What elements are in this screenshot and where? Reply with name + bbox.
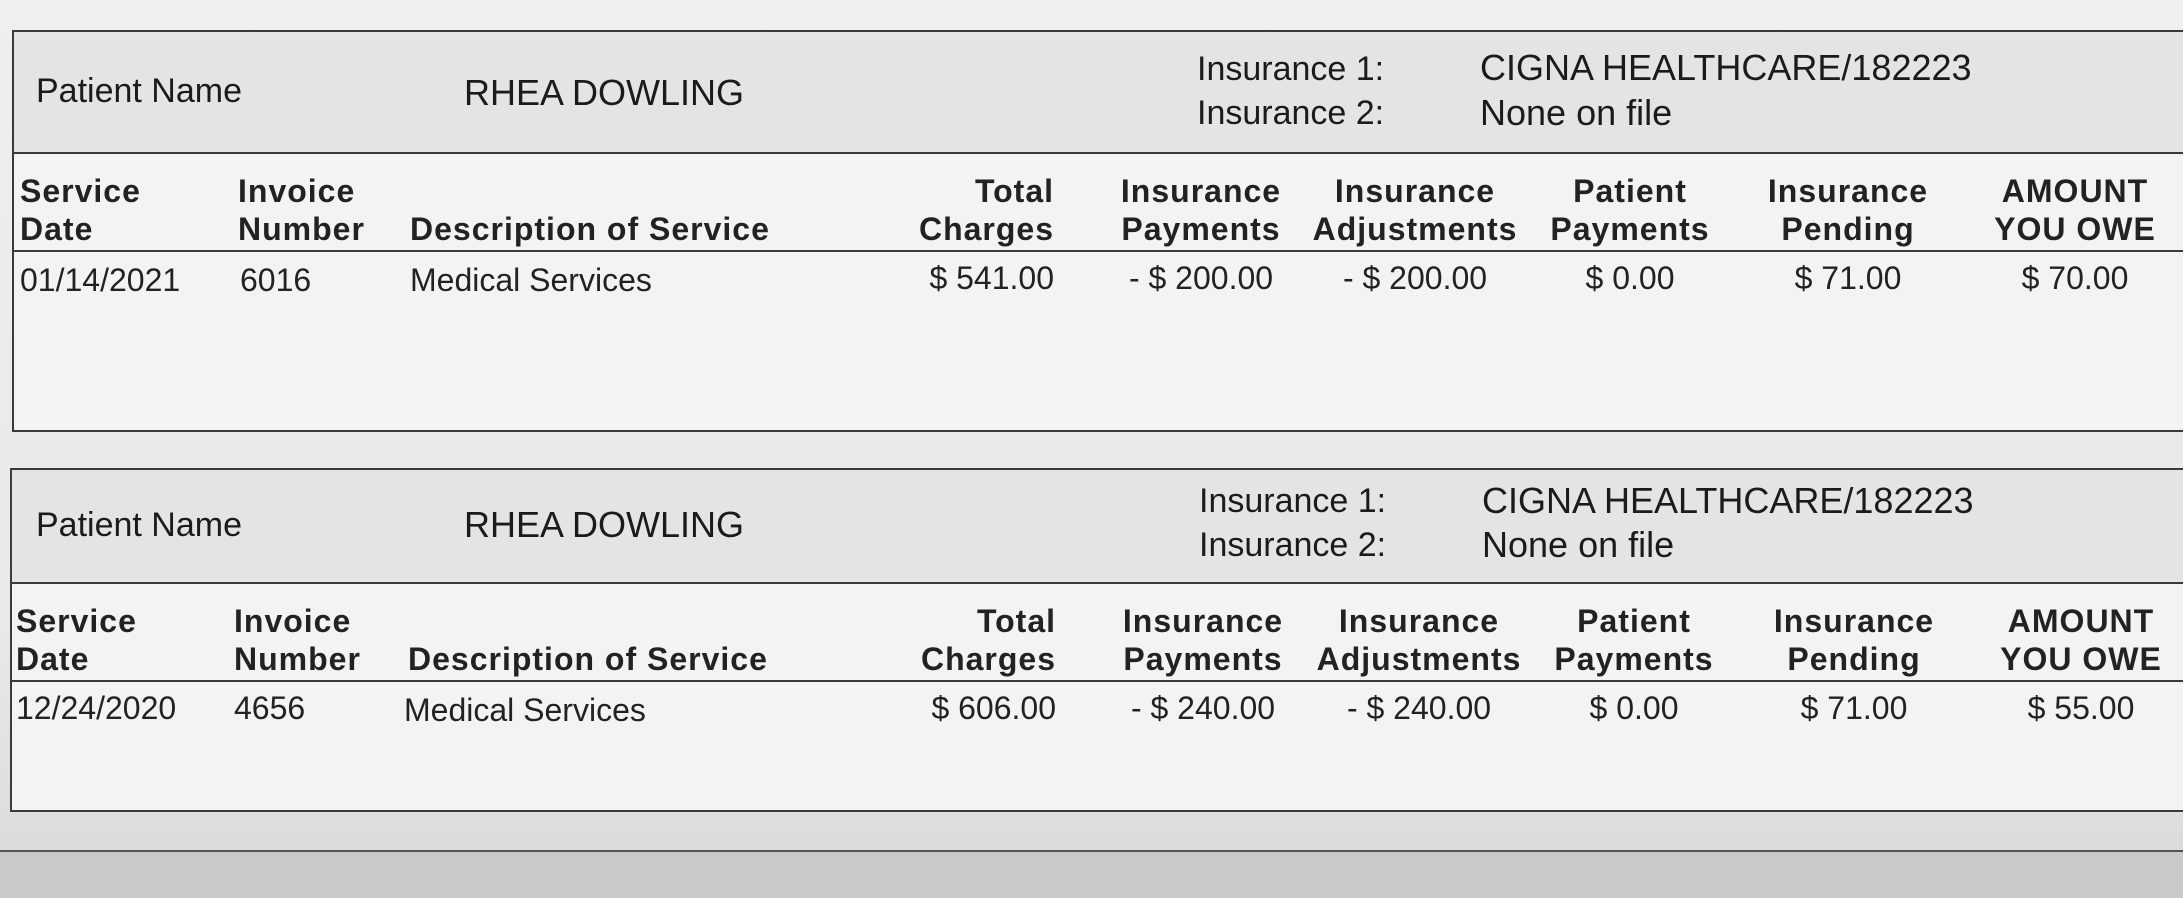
col-service-date-line1: Service (16, 603, 137, 639)
description: Medical Services (404, 692, 646, 728)
header-rule (12, 680, 2183, 682)
col-description: Description of Service (410, 211, 770, 247)
col-insurance-payments (1108, 602, 1298, 678)
total-charges: $ 541.00 (929, 260, 1054, 296)
insurance1-value: CIGNA HEALTHCARE/182223 (1482, 480, 1974, 521)
insurance-pending: $ 71.00 (1800, 690, 1908, 726)
patient-name: RHEA DOWLING (464, 504, 745, 545)
insurance1-label: Insurance 1: (1197, 50, 1385, 88)
total-charges: $ 606.00 (931, 690, 1056, 726)
col-invoice-number-line2: Number (234, 641, 361, 677)
col-amount-you-owe-line1: AMOUNT (2001, 173, 2149, 209)
insurance-adjustments: - $ 200.00 (1342, 260, 1488, 296)
insurance-payments: - $ 240.00 (1130, 690, 1276, 726)
col-service-date-line1: Service (20, 173, 141, 209)
insurance2-value: None on file (1482, 524, 1675, 565)
insurance1-label: Insurance 1: (1199, 482, 1387, 520)
col-insurance-payments (1106, 172, 1296, 248)
col-patient-payments (1544, 602, 1724, 678)
invoice-number: 4656 (234, 690, 306, 726)
page-bottom-edge (0, 850, 2183, 898)
col-patient-payments (1540, 172, 1720, 248)
col-total-charges (876, 602, 1056, 678)
col-insurance-adjustments (1304, 602, 1534, 678)
insurance2-label: Insurance 2: (1199, 526, 1387, 564)
insurance2-label: Insurance 2: (1197, 94, 1385, 132)
col-insurance-pending-line2: Pending (1781, 211, 1915, 247)
col-insurance-pending-line1: Insurance (1767, 173, 1929, 209)
statement-block (10, 468, 2183, 812)
col-insurance-pending-line2: Pending (1787, 641, 1921, 677)
col-insurance-pending (1764, 602, 1944, 678)
col-total-charges (874, 172, 1054, 248)
col-amount-you-owe-line2: YOU OWE (1994, 211, 2156, 247)
col-insurance-adjustments-line2: Adjustments (1312, 211, 1518, 247)
insurance-adjustments: - $ 240.00 (1346, 690, 1492, 726)
col-service-date (16, 602, 137, 678)
col-patient-payments-line1: Patient (1577, 603, 1691, 639)
col-insurance-payments-line1: Insurance (1120, 173, 1282, 209)
service-date: 01/14/2021 (20, 262, 181, 298)
col-service-date-line2: Date (16, 641, 90, 677)
col-patient-payments-line2: Payments (1554, 641, 1714, 677)
patient-payments: $ 0.00 (1585, 260, 1675, 296)
amount-you-owe: $ 70.00 (2021, 260, 2129, 296)
col-service-date (20, 172, 141, 248)
insurance1-value: CIGNA HEALTHCARE/182223 (1480, 47, 1972, 88)
patient-name: RHEA DOWLING (464, 72, 745, 113)
col-invoice-number (234, 602, 361, 678)
col-total-charges-line2: Charges (920, 641, 1056, 677)
col-service-date-line2: Date (20, 211, 94, 247)
col-insurance-payments-line2: Payments (1121, 211, 1281, 247)
col-invoice-number-line2: Number (238, 211, 365, 247)
col-total-charges-line1: Total (974, 173, 1054, 209)
description: Medical Services (410, 262, 652, 298)
header-rule (14, 250, 2183, 252)
col-insurance-payments-line2: Payments (1123, 641, 1283, 677)
col-total-charges-line1: Total (976, 603, 1056, 639)
statement-block (12, 30, 2183, 432)
col-insurance-pending-line1: Insurance (1773, 603, 1935, 639)
col-patient-payments-line1: Patient (1573, 173, 1687, 209)
col-insurance-payments-line1: Insurance (1122, 603, 1284, 639)
patient-name-label: Patient Name (36, 506, 242, 544)
col-invoice-number-line1: Invoice (234, 603, 352, 639)
col-amount-you-owe-line1: AMOUNT (2007, 603, 2155, 639)
col-insurance-adjustments-line1: Insurance (1334, 173, 1496, 209)
col-total-charges-line2: Charges (918, 211, 1054, 247)
col-amount-you-owe-line2: YOU OWE (2000, 641, 2162, 677)
insurance-pending: $ 71.00 (1794, 260, 1902, 296)
amount-you-owe: $ 55.00 (2027, 690, 2135, 726)
col-invoice-number-line1: Invoice (238, 173, 356, 209)
patient-payments: $ 0.00 (1589, 690, 1679, 726)
col-insurance-adjustments-line1: Insurance (1338, 603, 1500, 639)
patient-name-label: Patient Name (36, 72, 242, 110)
patient-header (14, 32, 2183, 154)
col-patient-payments-line2: Payments (1550, 211, 1710, 247)
col-insurance-adjustments-line2: Adjustments (1316, 641, 1522, 677)
patient-header (12, 470, 2183, 584)
insurance-payments: - $ 200.00 (1128, 260, 1274, 296)
invoice-number: 6016 (240, 262, 312, 298)
col-insurance-pending (1758, 172, 1938, 248)
col-invoice-number (238, 172, 365, 248)
col-insurance-adjustments (1300, 172, 1530, 248)
insurance2-value: None on file (1480, 92, 1673, 133)
col-amount-you-owe (1986, 602, 2176, 678)
col-amount-you-owe (1980, 172, 2170, 248)
service-date: 12/24/2020 (16, 690, 177, 726)
col-description: Description of Service (408, 641, 768, 677)
